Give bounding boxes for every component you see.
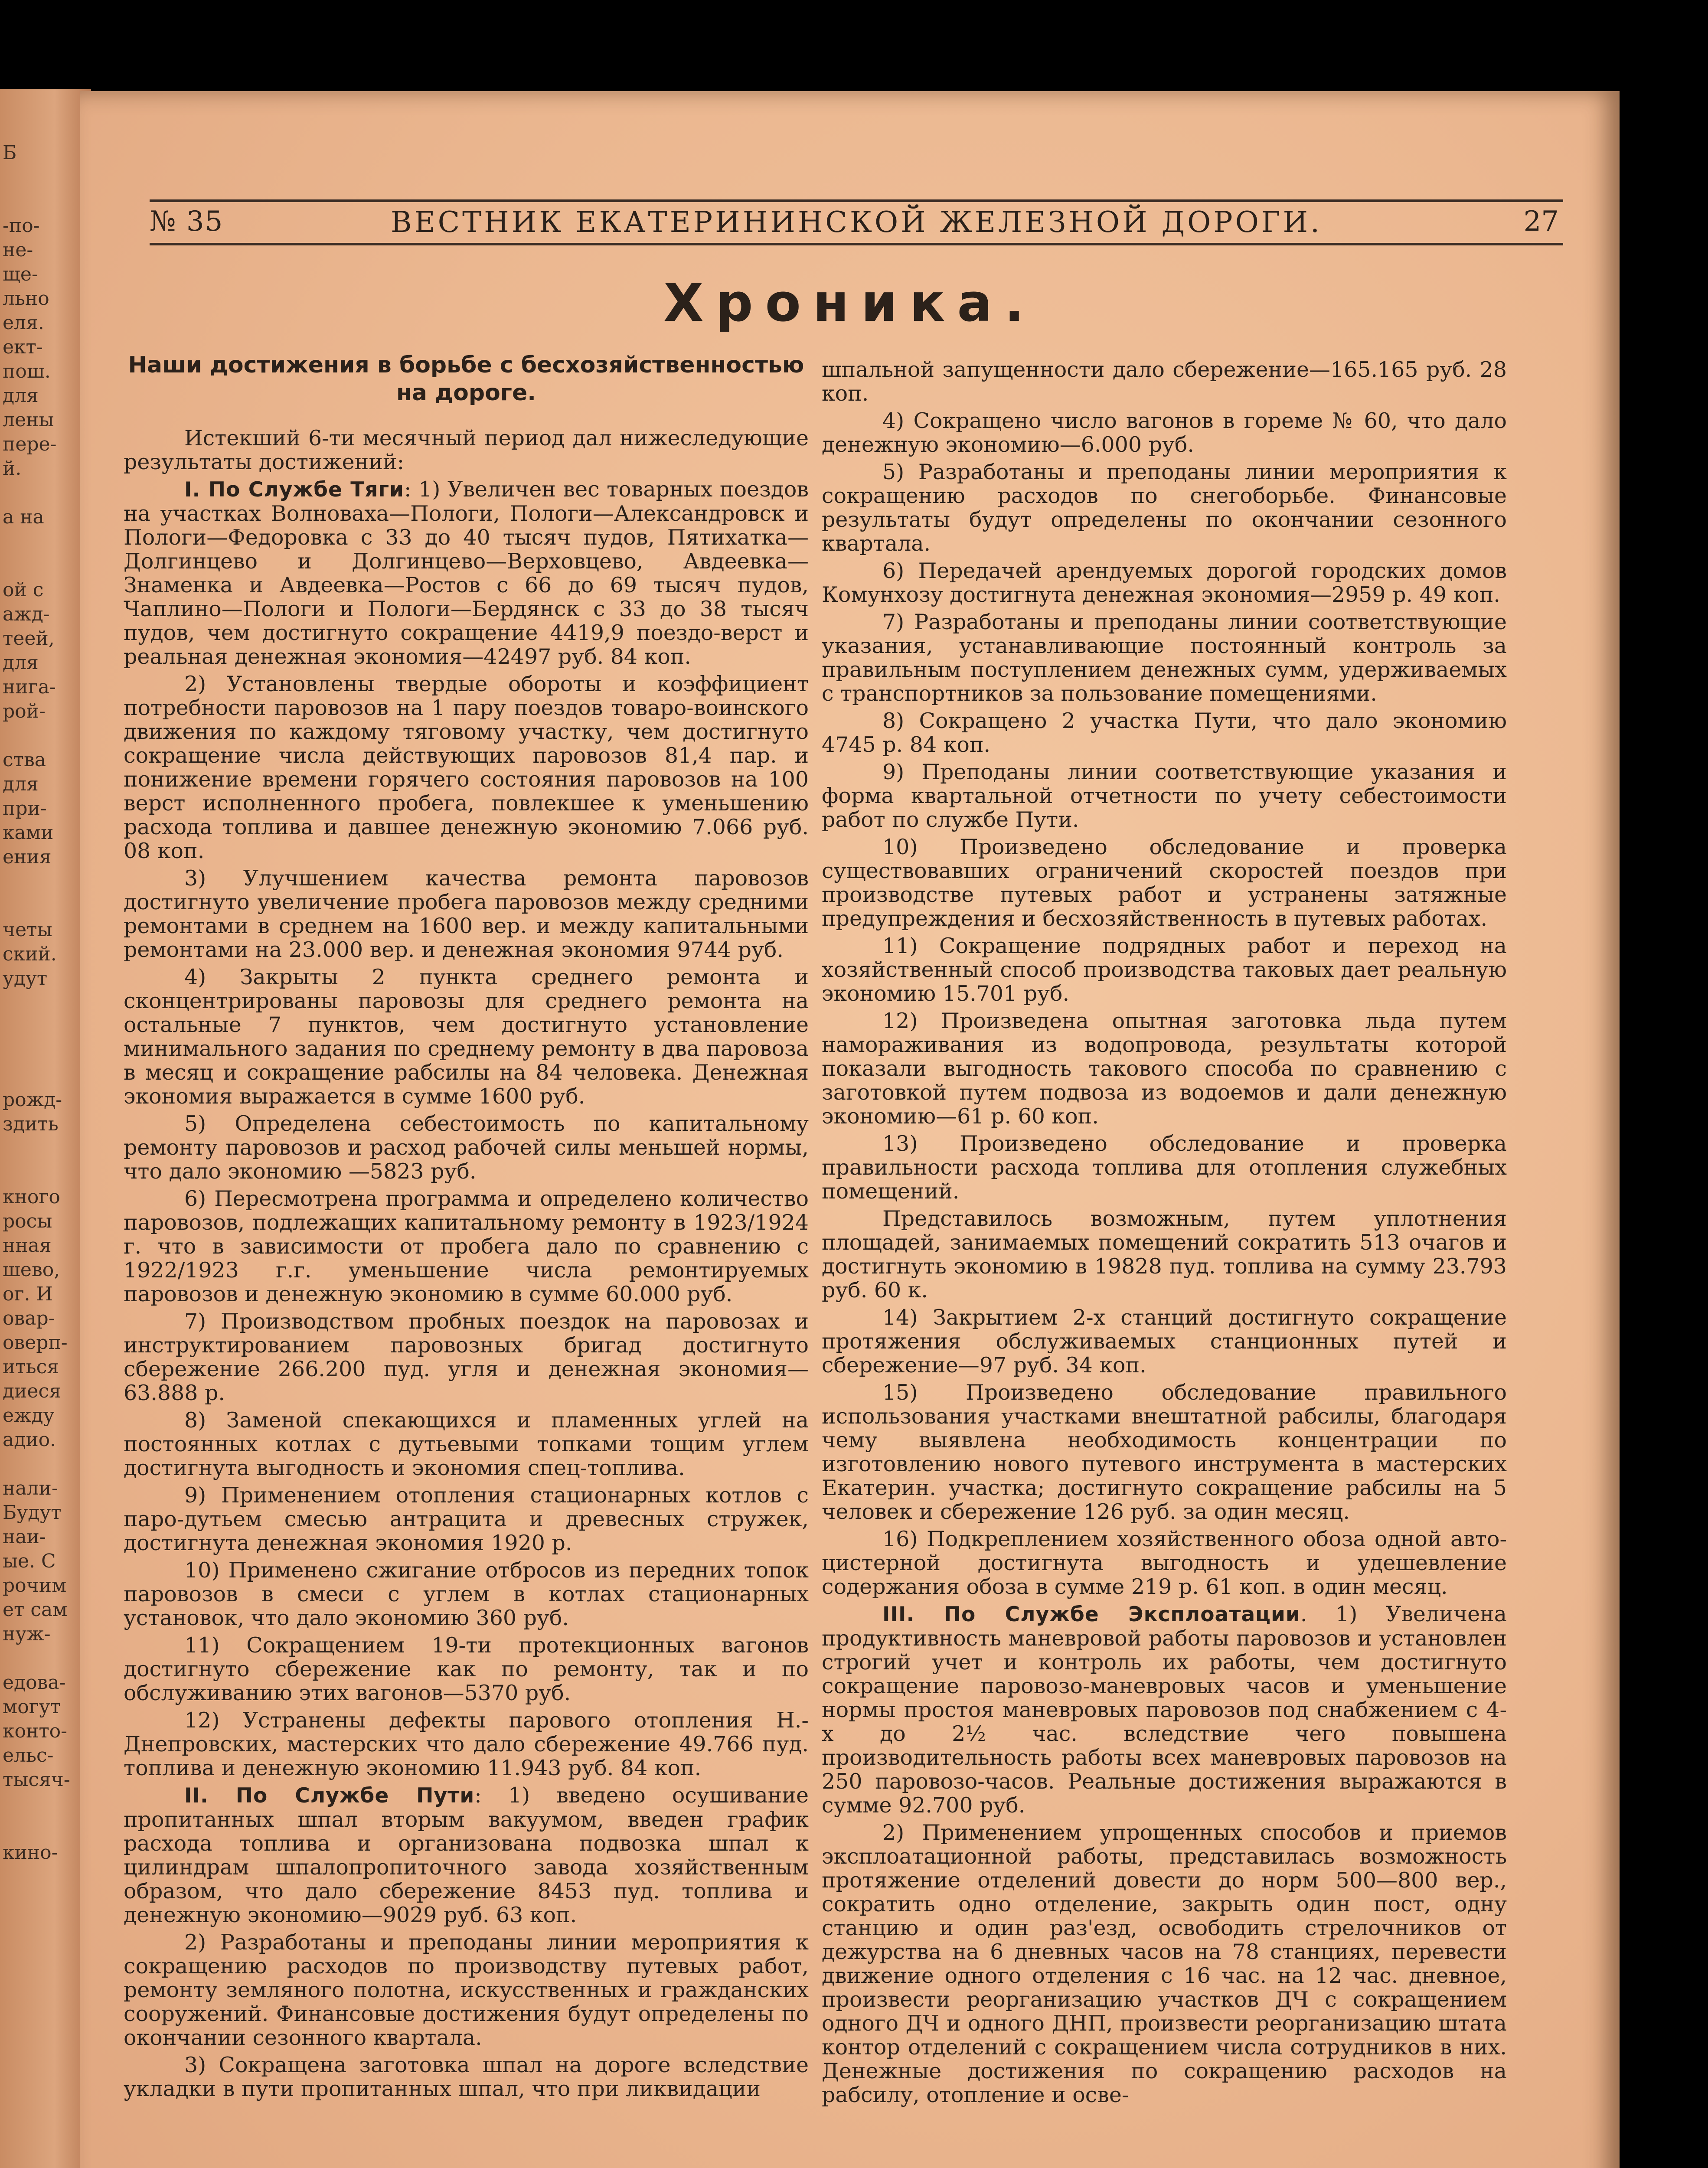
paragraph: 8) Сокращено 2 участка Пути, что дало экономию 4745 р. 84 коп. <box>822 709 1507 757</box>
paragraph: 11) Сокращением 19-ти протекционных вагонов достигнуто сбережение как по ремонту, так и по обслуживанию этих вагонов—5370 руб. <box>124 1633 809 1705</box>
paragraph-continuation: шпальной запущенности дало сбережение—165.165 руб. 28 коп. <box>822 357 1507 406</box>
prev-page-text-fragment: едова- <box>3 1672 66 1694</box>
issue-number: № 35 <box>150 206 224 238</box>
prev-page-text-fragment: лены <box>3 409 54 431</box>
paragraph: 2) Установлены твердые обороты и коэффициент потребности паровозов на 1 пару поездов товаро-воинского движения по каждому тяговому участку, чем достигнуто сокращение числа действующих паровозов 81,4 пар. и понижение времени горячего состояния паровозов на 100 верст исполненного пробега, повлекшее к уменьшению расхода топлива и давшее денежную экономию 7.066 руб. 08 коп. <box>124 672 809 863</box>
paragraph-text: . 1) Увеличена продуктивность маневровой работы паровозов и установлен строгий учет и контроль их работы, чем достигнуто сокращение паровозо-маневровых часов и уменьшение нормы простоя маневровых паровозов под снабжением с 4-х до 2½ час. вследствие чего повышена производительность работы всех маневровых паровозов на 250 паровозо-часов. Реальные достижения выражаются в сумме 92.700 руб. <box>822 1602 1507 1818</box>
prev-page-text-fragment: росы <box>3 1210 52 1232</box>
prev-page-text-fragment: при- <box>3 797 47 820</box>
prev-page-text-fragment: конто- <box>3 1720 68 1742</box>
prev-page-text-fragment: рой- <box>3 700 46 722</box>
prev-page-text-fragment: нуж- <box>3 1623 51 1645</box>
prev-page-text-fragment: адио. <box>3 1429 56 1451</box>
paragraph: 6) Пересмотрена программа и определено количество паровозов, подлежащих капитальному ремонту в 1923/1924 г. что в зависимости от пробега дало по сравнению с 1922/1923 г.г. уменьшение числа ремонтируемых паровозов и денежную экономию в сумме 60.000 руб. <box>124 1186 809 1306</box>
prev-page-text-fragment: ект- <box>3 336 43 358</box>
prev-page-text-fragment: для <box>3 773 39 795</box>
previous-page-edge <box>0 89 91 2168</box>
section-heading-track: II. По Службе Пути <box>184 1784 475 1808</box>
paragraph: Представилось возможным, путем уплотнения площадей, занимаемых помещений сократить 513 очагов и достигнуть экономию в 19828 пуд. топлива на сумму 23.793 руб. 60 к. <box>822 1206 1507 1303</box>
prev-page-text-fragment: диеся <box>3 1380 61 1402</box>
paragraph-text: : 1) Увеличен вес товарных поездов на участках Волноваха—Пологи, Пологи—Александровск и Пологи—Федоровка с 33 до 40 тысяч пудов, Пятихатка—Долгинцево и Долгинцево—Верховцево, Авдеевка—Знаменка и Авдеевка—Ростов с 66 до 69 тысяч пудов, Чаплино—Пологи и Пологи—Бердянск с 33 до 38 тысяч пудов, чем достигнуто сокращение 4419,9 поездо-верст и реальная денежная экономия—42497 руб. 84 коп. <box>124 477 809 669</box>
prev-page-text-fragment: нная <box>3 1234 52 1257</box>
prev-page-text-fragment: оверп- <box>3 1332 68 1354</box>
section-title: Хроника. <box>663 273 1036 333</box>
prev-page-text-fragment: еля. <box>3 312 44 334</box>
prev-page-text-fragment: -по- <box>3 215 40 237</box>
paragraph: 8) Заменой спекающихся и пламенных углей на постоянных котлах с дутьевыми топками тощим углем достигнута выгодность и экономия спец-топлива. <box>124 1408 809 1480</box>
paragraph: 15) Произведено обследование правильного использования участками внештатной рабсилы, благодаря чему выявлена необходимость концентрации по изготовлению нового путевого инструмента в мастерских Екатерин. участка; достигнуто сокращение рабсилы на 5 человек и сбережение 126 руб. за один месяц. <box>822 1380 1507 1524</box>
prev-page-text-fragment: ажд- <box>3 603 50 625</box>
article-subheading: Наши достижения в борьбе с бесхозяйственностью на дороге. <box>128 352 804 406</box>
paragraph-text: : 1) введено осушивание пропитанных шпал вторым вакуумом, введен график расхода топлива и организована подвозка шпал к цилиндрам шпалопропиточного завода хозяйственным образом, что дало сбережение 8453 пуд. топлива и денежную экономию—9029 руб. 63 коп. <box>124 1783 809 1927</box>
prev-page-text-fragment: а на <box>3 506 44 528</box>
prev-page-text-fragment: ежду <box>3 1404 55 1427</box>
section-heading-traction: I. По Службе Тяги <box>184 478 404 502</box>
paragraph: 13) Произведено обследование и проверка правильности расхода топлива для отопления служебных помещений. <box>822 1131 1507 1204</box>
prev-page-text-fragment: рожд- <box>3 1089 62 1111</box>
prev-page-text-fragment: й. <box>3 457 22 480</box>
running-header <box>150 199 1563 247</box>
paragraph: 2) Применением упрощенных способов и приемов эксплоатационной работы, представилась возможность протяжение отделений довести до норм 500—800 вер., сократить одно отделение, закрыть один пост, одну станцию и один раз'езд, освободить стрелочников от дежурства на 6 дневных часов на 78 станциях, перевести движение одного отделения с 16 час. на 12 час. дневное, произвести реорганизацию участков ДЧ с сокращением одного ДЧ и одного ДНП, произвести реорганизацию штата контор отделений с сокращением числа сотрудников в них. Денежные достижения по сокращению расходов на рабсилу, отопление и осве- <box>822 1820 1507 2107</box>
prev-page-text-fragment: кино- <box>3 1841 58 1864</box>
prev-page-text-fragment: тысяч- <box>3 1769 70 1791</box>
paragraph: 5) Разработаны и преподаны линии мероприятия к сокращению расходов по снегоборьбе. Финансовые результаты будут определены по окончании сезонного квартала. <box>822 460 1507 556</box>
paragraph: 9) Применением отопления стационарных котлов с паро-дутьем смесью антрацита и древесных стружек, достигнута денежная экономия 1920 р. <box>124 1483 809 1555</box>
prev-page-text-fragment: здить <box>3 1113 59 1135</box>
paragraph: 3) Сокращена заготовка шпал на дороге вследствие укладки в пути пропитанных шпал, что при ликвидации <box>124 2053 809 2101</box>
paragraph: 9) Преподаны линии соответствующие указания и форма квартальной отчетности по учету себестоимости работ по службе Пути. <box>822 760 1507 832</box>
prev-page-text-fragment: шево, <box>3 1259 60 1281</box>
prev-page-text-fragment: нали- <box>3 1477 58 1499</box>
prev-page-text-fragment: пош. <box>3 360 51 382</box>
paragraph <box>822 1602 1507 1817</box>
prev-page-text-fragment: ения <box>3 846 52 868</box>
header-rule-top <box>150 199 1563 202</box>
paragraph <box>124 477 809 669</box>
prev-page-text-fragment: ельс- <box>3 1744 54 1766</box>
prev-page-text-fragment: рочим <box>3 1574 67 1597</box>
prev-page-text-fragment: нига- <box>3 676 56 698</box>
prev-page-text-fragment: ками <box>3 822 54 844</box>
prev-page-text-fragment: ой с <box>3 579 44 601</box>
prev-page-text-fragment: четы <box>3 919 52 941</box>
intro-paragraph: Истекший 6-ти месячный период дал нижеследующие результаты достижений: <box>124 426 809 474</box>
prev-page-text-fragment: Будут <box>3 1502 62 1524</box>
prev-page-text-fragment: ые. С <box>3 1550 56 1572</box>
prev-page-text-fragment: иться <box>3 1356 59 1378</box>
prev-page-text-fragment: теей, <box>3 627 55 650</box>
prev-page-text-fragment: ще- <box>3 263 38 285</box>
prev-page-text-fragment: могут <box>3 1696 61 1718</box>
page-number: 27 <box>1523 206 1559 238</box>
paragraph: 16) Подкреплением хозяйственного обоза одной авто-цистерной достигнута выгодность и удешевление содержания обоза в сумме 219 р. 61 коп. в один месяц. <box>822 1527 1507 1599</box>
left-column <box>124 351 809 2104</box>
section-heading-operations: III. По Службе Эксплоатации <box>882 1603 1300 1626</box>
paragraph: 14) Закрытием 2-х станций достигнуто сокращение протяжения обслуживаемых станционных путей и сбережение—97 руб. 34 коп. <box>822 1305 1507 1378</box>
prev-page-text-fragment: удут <box>3 967 48 989</box>
prev-page-text-fragment: ства <box>3 749 46 771</box>
paragraph: 7) Разработаны и преподаны линии соответствующие указания, устанавливающие постоянный контроль за правильным поступлением денежных сумм, удерживаемых с транспортников за пользование помещениями. <box>822 610 1507 706</box>
prev-page-text-fragment: овар- <box>3 1307 55 1329</box>
paragraph: 5) Определена себестоимость по капитальному ремонту паровозов и расход рабочей силы меньшей нормы, что дало экономию —5823 руб. <box>124 1111 809 1184</box>
paragraph: 6) Передачей арендуемых дорогой городских домов Комунхозу достигнута денежная экономия—2959 р. 49 коп. <box>822 558 1507 607</box>
prev-page-text-fragment: ский. <box>3 943 57 965</box>
paragraph: 11) Сокращение подрядных работ и переход на хозяйственный способ производства таковых дает реальную экономию 15.701 руб. <box>822 934 1507 1006</box>
journal-page <box>80 91 1620 2168</box>
paragraph: 7) Производством пробных поездок на паровозах и инструктированием паровозных бригад достигнуто сбережение 266.200 пуд. угля и денежная экономия—63.888 р. <box>124 1309 809 1405</box>
prev-page-text-fragment: кного <box>3 1186 60 1208</box>
prev-page-text-fragment: пере- <box>3 433 57 455</box>
paragraph: 3) Улучшением качества ремонта паровозов достигнуто увеличение пробега паровозов между средними ремонтами в среднем на 1600 вер. и между капитальными ремонтами на 23.000 вер. и денежная экономия 9744 руб. <box>124 866 809 962</box>
prev-page-text-fragment: льно <box>3 287 49 310</box>
prev-page-text-fragment: наи- <box>3 1526 46 1548</box>
paragraph: 12) Произведена опытная заготовка льда путем намораживания из водопровода, результаты которой показали выгодность такового способа по сравнению с заготовкой путем подвоза из водоемов и дали денежную экономию—61 р. 60 коп. <box>822 1009 1507 1129</box>
prev-page-text-fragment: для <box>3 652 39 674</box>
prev-page-text-fragment: Б <box>3 142 17 164</box>
paragraph: 10) Произведено обследование и проверка существовавших ограничений скоростей поездов при производстве путевых работ и устранены затяжные предупреждения и бесхозяйственность в путевых работах. <box>822 835 1507 931</box>
paragraph <box>124 1783 809 1927</box>
paragraph: 2) Разработаны и преподаны линии мероприятия к сокращению расходов по производству путевых работ, ремонту земляного полотна, искусственных и гражданских сооружений. Финансовые достижения будут определены по окончании сезонного квартала. <box>124 1930 809 2050</box>
paragraph: 4) Сокращено число вагонов в гореме № 60, что дало денежную экономию—6.000 руб. <box>822 408 1507 457</box>
header-rule-bottom <box>150 243 1563 245</box>
prev-page-text-fragment: для <box>3 385 39 407</box>
prev-page-text-fragment: ог. И <box>3 1283 53 1305</box>
right-column <box>822 358 1507 2110</box>
prev-page-text-fragment: ет сам <box>3 1599 68 1621</box>
paragraph: 12) Устранены дефекты парового отопления Н.-Днепровских, мастерских что дало сбережение 49.766 пуд. топлива и денежную экономию 11.943 руб. 84 коп. <box>124 1708 809 1780</box>
paragraph: 10) Применено сжигание отбросов из передних топок паровозов в смеси с углем в котлах стационарных установок, что дало экономию 360 руб. <box>124 1558 809 1630</box>
paragraph: 4) Закрыты 2 пункта среднего ремонта и сконцентрированы паровозы для среднего ремонта на остальные 7 пунктов, чем достигнуто установление минимального задания по среднему ремонту в два паровоза в месяц и сокращение рабсилы на 84 человека. Денежная экономия выражается в сумме 1600 руб. <box>124 965 809 1109</box>
journal-title: ВЕСТНИК ЕКАТЕРИНИНСКОЙ ЖЕЛЕЗНОЙ ДОРОГИ. <box>390 206 1323 239</box>
prev-page-text-fragment: не- <box>3 239 33 261</box>
